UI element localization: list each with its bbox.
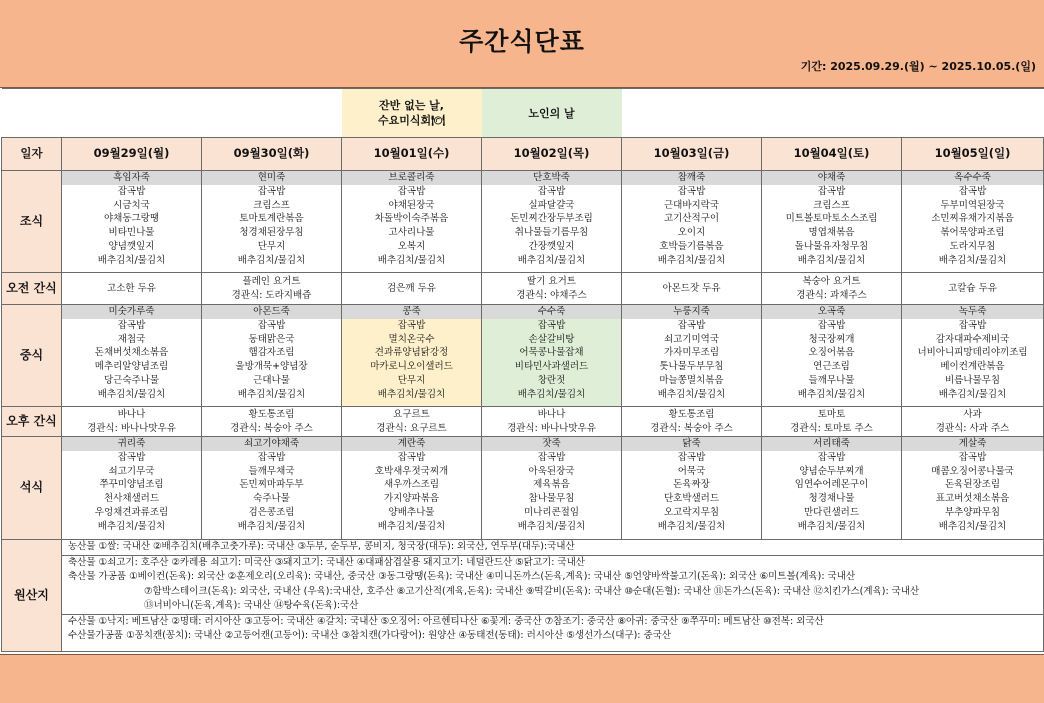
header-banner xyxy=(0,0,1044,88)
breakfast-cell xyxy=(62,171,202,273)
page-title: 주간식단표 xyxy=(459,27,585,56)
menu-item: 배추김치/물김치 xyxy=(517,388,586,400)
menu-item: 크림스프 xyxy=(253,199,290,211)
menu-item: 천사채샐러드 xyxy=(103,493,160,505)
snack-item: 경관식: 토마토 주스 xyxy=(790,422,873,434)
day-header: 10월03일(금) xyxy=(622,138,762,171)
menu-item: 배추김치/물김치 xyxy=(97,388,166,400)
snack-item: 바나나 xyxy=(537,408,566,420)
menu-item: 어묵국 xyxy=(677,465,706,477)
menu-item: 돌나물유자청무침 xyxy=(794,240,869,252)
menu-item: 양배추나물 xyxy=(388,506,435,518)
pm_snack-cell xyxy=(902,407,1044,437)
lunch-cell xyxy=(342,305,482,407)
menu-item: 돈채버섯채소볶음 xyxy=(94,347,169,359)
menu-item: 들깨무채국 xyxy=(248,465,295,477)
menu-item: 비타민사과샐러드 xyxy=(514,361,589,373)
origin-group xyxy=(62,615,1043,644)
menu-item: 임연수어레몬구이 xyxy=(794,479,869,491)
porridge-item: 야채죽 xyxy=(762,171,901,185)
lunch-cell xyxy=(62,305,202,407)
menu-item: 베이컨계란볶음 xyxy=(940,361,1005,373)
porridge-item: 아몬드죽 xyxy=(202,305,341,319)
am_snack-cell xyxy=(762,273,902,305)
menu-item: 배추김치/물김치 xyxy=(517,520,586,532)
snack-item: 딸기 요거트 xyxy=(527,275,576,287)
menu-item: 잡곡밥 xyxy=(817,451,846,463)
menu-item: 고기산적구이 xyxy=(663,213,720,225)
menu-item: 실파달걀국 xyxy=(528,199,575,211)
snack-item: 경관식: 바나나맛우유 xyxy=(87,422,176,434)
porridge-item: 현미죽 xyxy=(202,171,341,185)
menu-item: 배추김치/물김치 xyxy=(377,388,446,400)
menu-item: 돈민찌간장두부조림 xyxy=(510,213,593,225)
am_snack-cell xyxy=(342,273,482,305)
am_snack-cell xyxy=(622,273,762,305)
menu-item: 고사리나물 xyxy=(388,227,435,239)
menu-item: 호박새우젓국찌개 xyxy=(374,465,449,477)
menu-item: 배추김치/물김치 xyxy=(237,254,306,266)
lunch-row xyxy=(2,305,1044,407)
porridge-item: 닭죽 xyxy=(622,437,761,451)
menu-item: 숙주나물 xyxy=(253,493,290,505)
menu-item: 잡곡밥 xyxy=(257,319,286,331)
event-cell xyxy=(62,89,202,138)
origin-line: 농산물 ①쌀: 국내산 ②배추김치(배추고춧가루): 국내산 ③두부, 순두부, 콩비지, 청국장(대두): 외국산, 연두부(대두):국내산 xyxy=(68,541,575,552)
lunch-cell xyxy=(902,305,1044,407)
snack-item: 플레인 요거트 xyxy=(242,275,301,287)
menu-item: 햄감자조림 xyxy=(248,347,295,359)
event-cell xyxy=(482,89,622,138)
menu-item: 표고버섯채소볶음 xyxy=(935,493,1010,505)
menu-item: 오징어볶음 xyxy=(808,347,855,359)
dinner-cell xyxy=(622,437,762,540)
menu-item: 배추김치/물김치 xyxy=(657,388,726,400)
porridge-item: 오곡죽 xyxy=(762,305,901,319)
snack-item: 고소한 두유 xyxy=(107,282,156,294)
period-text: 기간: 2025.09.29.(월) ~ 2025.10.05.(일) xyxy=(800,60,1036,73)
snack-item: 경관식: 복숭아 주스 xyxy=(230,422,313,434)
menu-item: 배추김치/물김치 xyxy=(517,254,586,266)
menu-item: 소민찌유채가지볶음 xyxy=(931,213,1014,225)
pm_snack-cell xyxy=(482,407,622,437)
porridge-item: 옥수수죽 xyxy=(902,171,1043,185)
snack-item: 황도통조림 xyxy=(668,408,715,420)
menu-item: 잡곡밥 xyxy=(117,451,146,463)
porridge-item: 참깨죽 xyxy=(622,171,761,185)
origin-line: ⑬너비아니(돈육,계육): 국내산 ⑭탕수육(돈육):국산 xyxy=(144,600,359,611)
menu-item: 잡곡밥 xyxy=(817,185,846,197)
day-header: 10월05일(일) xyxy=(902,138,1044,171)
menu-item: 잡곡밥 xyxy=(397,319,426,331)
dinner-row xyxy=(2,437,1044,540)
snack-item: 경관식: 도라지배즙 xyxy=(231,289,312,301)
menu-item: 야채동그랑땡 xyxy=(103,213,160,225)
dinner-cell xyxy=(62,437,202,540)
breakfast-cell xyxy=(902,171,1044,273)
snack-item: 경관식: 요구르트 xyxy=(376,422,447,434)
menu-item: 참나물무침 xyxy=(528,493,575,505)
menu-item: 잡곡밥 xyxy=(397,451,426,463)
snack-item: 고칼슘 두유 xyxy=(948,282,997,294)
porridge-item: 서리태죽 xyxy=(762,437,901,451)
menu-item: 볶어묵양파조림 xyxy=(940,227,1005,239)
menu-item: 배추김치/물김치 xyxy=(938,520,1007,532)
snack-item: 경관식: 과채주스 xyxy=(796,289,867,301)
snack-item: 요구르트 xyxy=(393,408,430,420)
breakfast-cell xyxy=(482,171,622,273)
origin-line: 수산물가공품 ①꽁치캔(꽁치): 국내산 ②고등어캔(고등어): 국내산 ③참치캔(가다랑어): 원양산 ④동태전(동태): 러시아산 ⑤생선가스(대구): 중국산 xyxy=(68,630,672,641)
menu-item: 시금치국 xyxy=(113,199,150,211)
menu-item: 잡곡밥 xyxy=(397,185,426,197)
snack-item: 황도통조림 xyxy=(248,408,295,420)
menu-item: 배추김치/물김치 xyxy=(377,520,446,532)
menu-item: 단무지 xyxy=(397,374,426,386)
menu-item: 돈육짜장 xyxy=(673,479,710,491)
origin-label: 원산지 xyxy=(2,540,62,652)
day-header: 10월04일(토) xyxy=(762,138,902,171)
menu-item: 배추김치/물김치 xyxy=(657,520,726,532)
dinner-cell xyxy=(482,437,622,540)
events-row xyxy=(2,89,1044,138)
menu-item: 창란젓 xyxy=(537,374,566,386)
menu-item: 배추김치/물김치 xyxy=(657,254,726,266)
menu-item: 검은콩조림 xyxy=(248,506,295,518)
snack-item: 경관식: 바나나맛우유 xyxy=(507,422,596,434)
menu-item: 마카로니오이샐러드 xyxy=(370,361,453,373)
lunch-cell xyxy=(622,305,762,407)
menu-item: 배추김치/물김치 xyxy=(797,388,866,400)
event-cell xyxy=(342,89,482,138)
menu-item: 배추김치/물김치 xyxy=(797,520,866,532)
menu-item: 배추김치/물김치 xyxy=(797,254,866,266)
menu-item: 돈민찌마파두부 xyxy=(239,479,304,491)
snack-item: 사과 xyxy=(963,408,982,420)
porridge-item: 쇠고기야채죽 xyxy=(202,437,341,451)
snack-item: 경관식: 복숭아 주스 xyxy=(650,422,733,434)
menu-item: 청경채된장무침 xyxy=(239,227,304,239)
menu-item: 쇠고기미역국 xyxy=(663,333,720,345)
menu-item: 차돌박이숙주볶음 xyxy=(374,213,449,225)
menu-item: 잡곡밥 xyxy=(537,319,566,331)
menu-item: 매콤오징어콩나물국 xyxy=(931,465,1014,477)
origin-line: 축산물 ①쇠고기: 호주산 ②카레용 쇠고기: 미국산 ③돼지고기: 국내산 ④대패삼겹살용 돼지고기: 네덜란드산 ⑤닭고기: 국내산 xyxy=(68,556,585,568)
snack-item: 바나나 xyxy=(117,408,146,420)
menu-item: 잡곡밥 xyxy=(117,319,146,331)
pm_snack-cell xyxy=(202,407,342,437)
event-cell xyxy=(202,89,342,138)
menu-item: 들깨무나물 xyxy=(808,374,855,386)
menu-item: 당근숙주나물 xyxy=(103,374,160,386)
pm_snack-cell xyxy=(762,407,902,437)
menu-item: 잡곡밥 xyxy=(257,185,286,197)
breakfast-cell xyxy=(762,171,902,273)
menu-item: 청경채나물 xyxy=(808,493,855,505)
menu-item: 토마토계란볶음 xyxy=(239,213,304,225)
pm_snack-row xyxy=(2,407,1044,437)
menu-item: 잡곡밥 xyxy=(117,185,146,197)
menu-item: 청국장찌개 xyxy=(808,333,855,345)
days-row-label: 일자 xyxy=(2,138,62,171)
porridge-item: 누룽지죽 xyxy=(622,305,761,319)
origin-group xyxy=(62,556,1043,615)
lunch-cell xyxy=(202,305,342,407)
menu-item: 오복지 xyxy=(397,240,426,252)
porridge-item: 수수죽 xyxy=(482,305,621,319)
lunch-cell xyxy=(482,305,622,407)
dinner-label: 석식 xyxy=(2,437,62,540)
porridge-item: 미숫가루죽 xyxy=(62,305,201,319)
menu-item: 두부미역된장국 xyxy=(940,199,1005,211)
menu-item: 잡곡밥 xyxy=(958,319,987,331)
menu-item: 근대나물 xyxy=(253,374,290,386)
menu-item: 배추김치/물김치 xyxy=(377,254,446,266)
menu-item: 잡곡밥 xyxy=(257,451,286,463)
menu-item: 잡곡밥 xyxy=(677,185,706,197)
menu-item: 오고락지무침 xyxy=(663,506,720,518)
menu-item: 단무지 xyxy=(257,240,286,252)
menu-item: 미나리콘절임 xyxy=(523,506,580,518)
am_snack-label: 오전 간식 xyxy=(2,273,62,305)
breakfast-cell xyxy=(622,171,762,273)
porridge-item: 계란죽 xyxy=(342,437,481,451)
menu-item: 잡곡밥 xyxy=(537,185,566,197)
porridge-item: 녹두죽 xyxy=(902,305,1043,319)
am_snack-cell xyxy=(482,273,622,305)
porridge-item: 흑임자죽 xyxy=(62,171,201,185)
breakfast-label: 조식 xyxy=(2,171,62,273)
menu-item: 잡곡밥 xyxy=(677,451,706,463)
menu-item: 비타민나물 xyxy=(108,227,155,239)
origin-line: 축산물 가공품 ①베이컨(돈육): 외국산 ②훈제오리(오리육): 국내산, 중국산 ③동그랑땡(돈육): 국내산 ④미니돈까스(돈육,계육): 국내산 ⑤언양바싹불고기(돈육): 외국산 ⑥미트볼(계육): 국내산 xyxy=(68,571,856,582)
porridge-item: 단호박죽 xyxy=(482,171,621,185)
day-header: 09월30일(화) xyxy=(202,138,342,171)
origin-group xyxy=(62,540,1043,556)
day-header: 10월01일(수) xyxy=(342,138,482,171)
menu-item: 비름나물무침 xyxy=(944,374,1001,386)
menu-item: 배추김치/물김치 xyxy=(97,254,166,266)
menu-item: 연근조림 xyxy=(813,361,850,373)
snack-item: 토마토 xyxy=(817,408,846,420)
menu-item: 단호박샐러드 xyxy=(663,493,720,505)
weekly-menu-table xyxy=(1,88,1044,652)
menu-item: 호박들기름볶음 xyxy=(659,240,724,252)
snack-item: 복숭아 요거트 xyxy=(802,275,861,287)
menu-item: 잡곡밥 xyxy=(677,319,706,331)
dinner-cell xyxy=(342,437,482,540)
am_snack-cell xyxy=(62,273,202,305)
am_snack-cell xyxy=(902,273,1044,305)
event-cell xyxy=(902,89,1044,138)
menu-item: 동태맑은국 xyxy=(248,333,295,345)
event-text: 수요미식회🍽 xyxy=(377,114,446,127)
menu-item: 손살갈비탕 xyxy=(528,333,575,345)
porridge-item: 게살죽 xyxy=(902,437,1043,451)
menu-item: 아욱된장국 xyxy=(528,465,575,477)
pm_snack-label: 오후 간식 xyxy=(2,407,62,437)
menu-item: 견과류양념닭강정 xyxy=(374,347,449,359)
menu-item: 양념순두부찌개 xyxy=(799,465,864,477)
day-header: 10월02일(목) xyxy=(482,138,622,171)
breakfast-cell xyxy=(342,171,482,273)
menu-item: 잡곡밥 xyxy=(537,451,566,463)
event-cell xyxy=(762,89,902,138)
menu-item: 메추리알양념조림 xyxy=(94,361,169,373)
menu-item: 우엉채견과류조림 xyxy=(94,506,169,518)
menu-item: 배추김치/물김치 xyxy=(237,388,306,400)
menu-item: 마늘쫑멸치볶음 xyxy=(659,374,724,386)
events-row-spacer xyxy=(2,89,62,138)
menu-item: 울방개묵+양념장 xyxy=(235,361,308,373)
menu-item: 간장깻잎지 xyxy=(528,240,575,252)
menu-item: 잡곡밥 xyxy=(817,319,846,331)
menu-item: 오이지 xyxy=(677,227,706,239)
snack-item: 경관식: 사과 주스 xyxy=(935,422,1010,434)
menu-item: 톳나물두부무침 xyxy=(659,361,724,373)
menu-item: 크림스프 xyxy=(813,199,850,211)
menu-item: 재첩국 xyxy=(117,333,146,345)
menu-item: 취나물들기름무침 xyxy=(514,227,589,239)
menu-item: 부추양파무침 xyxy=(944,506,1001,518)
dinner-cell xyxy=(902,437,1044,540)
menu-item: 배추김치/물김치 xyxy=(938,254,1007,266)
origin-cell xyxy=(62,540,1044,652)
menu-item: 어묵콩나물잡채 xyxy=(519,347,584,359)
porridge-item: 잣죽 xyxy=(482,437,621,451)
event-cell xyxy=(622,89,762,138)
menu-item: 쭈꾸미양념조림 xyxy=(99,479,164,491)
porridge-item: 귀리죽 xyxy=(62,437,201,451)
breakfast-row xyxy=(2,171,1044,273)
lunch-label: 중식 xyxy=(2,305,62,407)
days-row xyxy=(2,138,1044,171)
menu-item: 잡곡밥 xyxy=(958,185,987,197)
lunch-cell xyxy=(762,305,902,407)
menu-item: 근대바지락국 xyxy=(663,199,720,211)
menu-item: 제육볶음 xyxy=(533,479,570,491)
menu-item: 야채된장국 xyxy=(388,199,435,211)
menu-item: 미트볼토마토소스조림 xyxy=(785,213,878,225)
menu-item: 잡곡밥 xyxy=(958,451,987,463)
menu-item: 쇠고기무국 xyxy=(108,465,155,477)
menu-item: 양념깻잎지 xyxy=(108,240,155,252)
snack-item: 경관식: 야채주스 xyxy=(516,289,587,301)
menu-item: 도라지무침 xyxy=(949,240,996,252)
day-header: 09월29일(월) xyxy=(62,138,202,171)
menu-item: 멸치온국수 xyxy=(388,333,435,345)
am_snack-cell xyxy=(202,273,342,305)
breakfast-cell xyxy=(202,171,342,273)
dinner-cell xyxy=(762,437,902,540)
snack-item: 아몬드잣 두유 xyxy=(662,282,721,294)
pm_snack-cell xyxy=(342,407,482,437)
footer-banner xyxy=(0,654,1044,703)
origin-row xyxy=(2,540,1044,652)
menu-item: 돈육된장조림 xyxy=(944,479,1001,491)
am_snack-row xyxy=(2,273,1044,305)
porridge-item: 브로콜리죽 xyxy=(342,171,481,185)
menu-item: 가지양파볶음 xyxy=(383,493,440,505)
menu-item: 배추김치/물김치 xyxy=(97,520,166,532)
event-text: 잔반 없는 날, xyxy=(379,99,444,112)
pm_snack-cell xyxy=(62,407,202,437)
origin-line: 수산물 ①낙지: 베트남산 ②명태: 러시아산 ③고등어: 국내산 ④갈치: 국내산 ⑤오징어: 아르헨티나산 ⑥꽃게: 중국산 ⑦참조기: 중국산 ⑧아귀: 중국산 ⑨쭈꾸미: 베트남산 ⑩전복: 외국산 xyxy=(68,615,824,627)
menu-item: 배추김치/물김치 xyxy=(938,388,1007,400)
menu-item: 명엽채볶음 xyxy=(808,227,855,239)
menu-item: 새우까스조림 xyxy=(383,479,440,491)
origin-line: ⑦함박스테이크(돈육): 외국산, 국내산 (우육):국내산, 호주산 ⑧고기산적(계육,돈육): 국내산 ⑨떡갈비(돈육): 국내산 ⑩순대(돈혈): 국내산 ⑪돈가스(돈육): 국내산 ⑫치킨가스(계육): 국내산 xyxy=(144,585,920,597)
porridge-item: 콩죽 xyxy=(342,305,481,319)
menu-item: 너비아니피망데리야끼조림 xyxy=(917,347,1028,359)
menu-item: 배추김치/물김치 xyxy=(237,520,306,532)
menu-item: 가자미무조림 xyxy=(663,347,720,359)
dinner-cell xyxy=(202,437,342,540)
menu-item: 감자대파수제비국 xyxy=(935,333,1010,345)
event-text: 노인의 날 xyxy=(528,106,575,120)
menu-item: 만다린샐러드 xyxy=(803,506,860,518)
snack-item: 검은깨 두유 xyxy=(387,282,436,294)
pm_snack-cell xyxy=(622,407,762,437)
